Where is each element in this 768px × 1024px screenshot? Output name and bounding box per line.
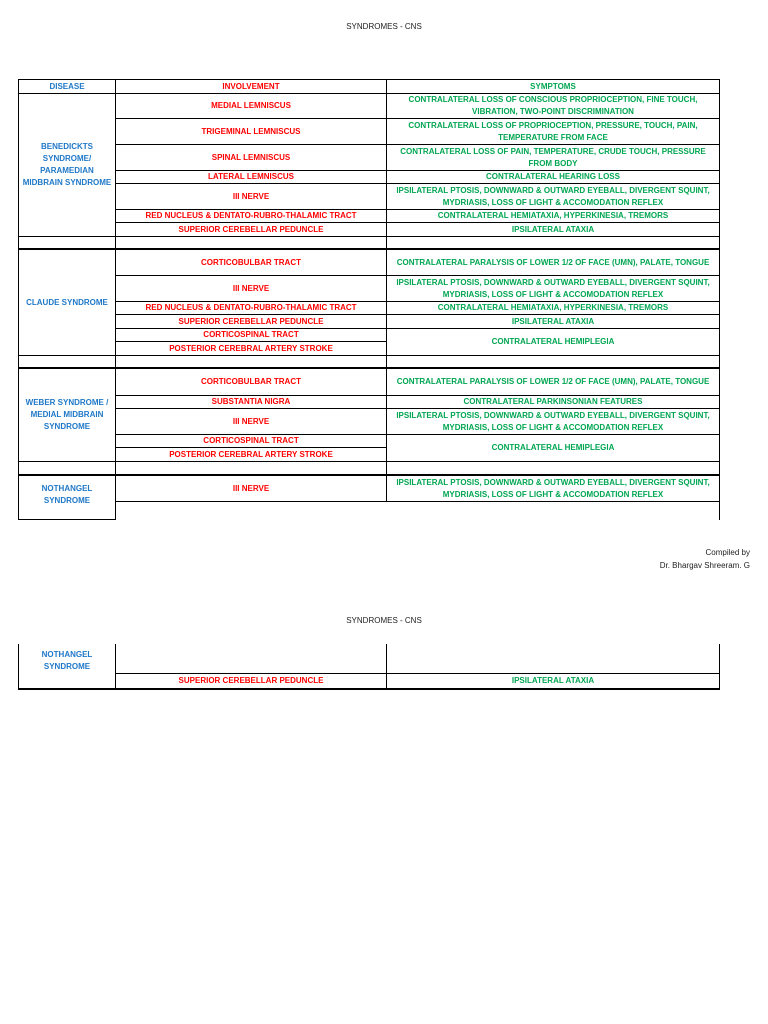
involvement-cell: III NERVE bbox=[116, 184, 387, 210]
page-title-2: SYNDROMES - CNS bbox=[346, 616, 422, 625]
compiled-by-credit bbox=[660, 546, 750, 572]
symptom-cell: CONTRALATERAL HEARING LOSS bbox=[387, 171, 719, 184]
symptom-cell: IPSILATERAL PTOSIS, DOWNWARD & OUTWARD EYEBALL, DIVERGENT SQUINT, MYDRIASIS, LOSS OF LIGHT & ACCOMODATION REFLEX bbox=[387, 409, 719, 435]
disease-nothangel-continued: NOTHANGEL SYNDROME bbox=[19, 644, 116, 688]
involvement-cell: III NERVE bbox=[116, 476, 387, 502]
syndromes-table-continued bbox=[18, 644, 720, 690]
disease-nothangel: NOTHANGEL SYNDROME bbox=[19, 476, 116, 520]
header-disease: DISEASE bbox=[19, 80, 116, 94]
disease-weber: WEBER SYNDROME / MEDIAL MIDBRAIN SYNDROME bbox=[19, 369, 116, 462]
page-title: SYNDROMES - CNS bbox=[346, 22, 422, 31]
involvement-cell: III NERVE bbox=[116, 409, 387, 435]
involvement-cell: SUPERIOR CEREBELLAR PEDUNCLE bbox=[116, 315, 387, 329]
involvement-cell: SUPERIOR CEREBELLAR PEDUNCLE bbox=[116, 674, 387, 688]
symptom-cell: CONTRALATERAL PARALYSIS OF LOWER 1/2 OF FACE (UMN), PALATE, TONGUE bbox=[387, 369, 719, 396]
symptom-cell bbox=[387, 644, 719, 674]
symptom-cell: IPSILATERAL ATAXIA bbox=[387, 315, 719, 329]
symptom-cell: IPSILATERAL PTOSIS, DOWNWARD & OUTWARD EYEBALL, DIVERGENT SQUINT, MYDRIASIS, LOSS OF LIGHT & ACCOMODATION REFLEX bbox=[387, 476, 719, 502]
disease-claude: CLAUDE SYNDROME bbox=[19, 250, 116, 356]
symptom-cell: CONTRALATERAL PARKINSONIAN FEATURES bbox=[387, 396, 719, 409]
involvement-cell bbox=[116, 644, 387, 674]
involvement-cell: POSTERIOR CEREBRAL ARTERY STROKE bbox=[116, 342, 387, 356]
involvement-cell: CORTICOBULBAR TRACT bbox=[116, 250, 387, 276]
involvement-cell: CORTICOBULBAR TRACT bbox=[116, 369, 387, 396]
symptom-cell: CONTRALATERAL LOSS OF PAIN, TEMPERATURE, CRUDE TOUCH, PRESSURE FROM BODY bbox=[387, 145, 719, 171]
header-symptoms: SYMPTOMS bbox=[387, 80, 719, 94]
page-1-table-viewport bbox=[0, 0, 768, 505]
page-2-table-viewport bbox=[0, 650, 768, 690]
involvement-cell: LATERAL LEMNISCUS bbox=[116, 171, 387, 184]
symptom-cell: CONTRALATERAL HEMIPLEGIA bbox=[387, 435, 719, 462]
involvement-cell: CORTICOSPINAL TRACT bbox=[116, 435, 387, 448]
credit-line-1: Compiled by bbox=[705, 548, 750, 557]
involvement-cell: RED NUCLEUS & DENTATO-RUBRO-THALAMIC TRACT bbox=[116, 302, 387, 315]
involvement-cell: MEDIAL LEMNISCUS bbox=[116, 94, 387, 119]
involvement-cell: SUBSTANTIA NIGRA bbox=[116, 396, 387, 409]
symptom-cell: CONTRALATERAL PARALYSIS OF LOWER 1/2 OF FACE (UMN), PALATE, TONGUE bbox=[387, 250, 719, 276]
symptom-cell: IPSILATERAL PTOSIS, DOWNWARD & OUTWARD EYEBALL, DIVERGENT SQUINT, MYDRIASIS, LOSS OF LIGHT & ACCOMODATION REFLEX bbox=[387, 184, 719, 210]
involvement-cell: III NERVE bbox=[116, 276, 387, 302]
involvement-cell: TRIGEMINAL LEMNISCUS bbox=[116, 119, 387, 145]
involvement-cell: CORTICOSPINAL TRACT bbox=[116, 329, 387, 342]
credit-line-2: Dr. Bhargav Shreeram. G bbox=[659, 561, 750, 570]
symptom-cell: IPSILATERAL PTOSIS, DOWNWARD & OUTWARD EYEBALL, DIVERGENT SQUINT, MYDRIASIS, LOSS OF LIGHT & ACCOMODATION REFLEX bbox=[387, 276, 719, 302]
involvement-cell: SUPERIOR CEREBELLAR PEDUNCLE bbox=[116, 223, 387, 237]
symptom-cell: CONTRALATERAL HEMIATAXIA, HYPERKINESIA, TREMORS bbox=[387, 210, 719, 223]
involvement-cell: RED NUCLEUS & DENTATO-RUBRO-THALAMIC TRACT bbox=[116, 210, 387, 223]
symptom-cell: CONTRALATERAL HEMIPLEGIA bbox=[387, 329, 719, 356]
symptom-cell: IPSILATERAL ATAXIA bbox=[387, 223, 719, 237]
involvement-cell: POSTERIOR CEREBRAL ARTERY STROKE bbox=[116, 448, 387, 462]
syndromes-table bbox=[18, 79, 720, 520]
symptom-cell: CONTRALATERAL LOSS OF PROPRIOCEPTION, PRESSURE, TOUCH, PAIN, TEMPERATURE FROM FACE bbox=[387, 119, 719, 145]
header-involvement: INVOLVEMENT bbox=[116, 80, 387, 94]
symptom-cell: CONTRALATERAL HEMIATAXIA, HYPERKINESIA, TREMORS bbox=[387, 302, 719, 315]
disease-benedickts: BENEDICKTS SYNDROME/ PARAMEDIAN MIDBRAIN SYNDROME bbox=[19, 94, 116, 237]
symptom-cell: IPSILATERAL ATAXIA bbox=[511, 676, 595, 685]
involvement-cell: SPINAL LEMNISCUS bbox=[116, 145, 387, 171]
symptom-cell: CONTRALATERAL LOSS OF CONSCIOUS PROPRIOCEPTION, FINE TOUCH, VIBRATION, TWO-POINT DISCRIMINATION bbox=[387, 94, 719, 119]
